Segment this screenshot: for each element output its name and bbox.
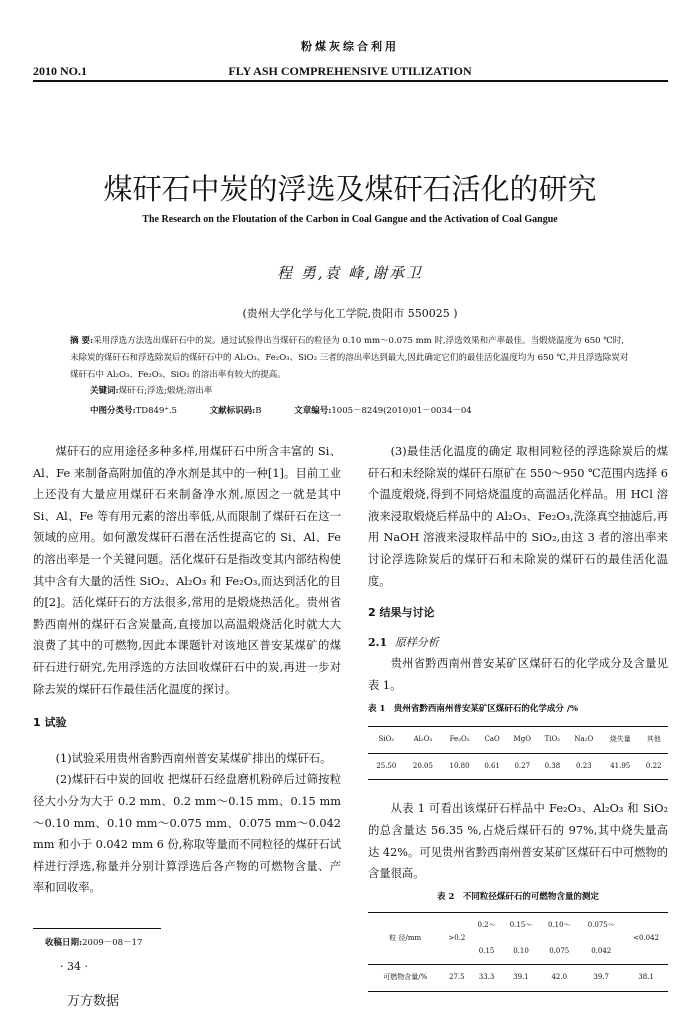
table-cell: 0.61 [478,753,506,780]
table-cell: 25.50 [368,753,405,780]
doc-code-label: 文献标识码: [209,406,256,416]
table-cell: 20.05 [405,753,442,780]
received-value: 2009－08－17 [82,938,143,948]
experiment-paragraph-1: (1)试验采用贵州省黔西南州普安某煤矿排出的煤矸石。 [55,751,332,765]
watermark-text: 万方数据 [67,994,120,1009]
table-header-cell: CaO [478,727,506,754]
table-header-cell: TiO₂ [538,727,566,754]
issue-number: 2010 NO.1 [33,64,87,78]
classification-line [90,404,650,416]
table-cell: 39.7 [578,965,624,992]
keywords-label: 关键词: [90,386,119,396]
table-header-cell: >0.2 [442,913,471,965]
header-rule [33,80,668,82]
table-cell: 0.38 [538,753,566,780]
table1 [368,726,668,780]
clc-value: TD849⁺.5 [135,406,177,416]
table-header-cell: Fe₂O₃ [441,727,478,754]
table-header-cell: MgO [506,727,538,754]
page-number: · 34 · [60,960,88,973]
section-heading-experiment: 1 试验 [33,716,67,730]
table-cell: 38.1 [624,965,668,992]
clc-label: 中图分类号: [90,406,136,416]
table-header-cell: Al₂O₃ [405,727,442,754]
abstract-label: 摘 要: [70,336,94,346]
left-column [33,441,341,899]
experiment-paragraph-2: (2)煤矸石中炭的回收 把煤矸石经盘磨机粉碎后过筛按粒径大小分为大于 0.2 mm、0.2 mm～0.15 mm、0.15 mm～0.10 mm、0.10 mm～0.075 mm、0.075 mm～0.042 mm 和小于 0.042 mm 6 份,称取等量而不同粒径的煤矸石试样进行浮选,称量并分别计算浮选后各产物的可燃物含量、产率和回收率。 [33,773,341,895]
table-cell: 41.95 [601,753,639,780]
table-header-cell: 0.042 [578,939,624,965]
table-header-cell: 0.10 [502,939,540,965]
table1-value-row [368,753,668,780]
table-cell: 0.27 [506,753,538,780]
table-header-cell: 0.10～ [540,913,578,939]
doc-code-value: B [255,406,262,416]
table2-value-row [368,965,668,992]
analysis-paragraph: 从表 1 可看出该煤矸石样品中 Fe₂O₃、Al₂O₃ 和 SiO₂ 的总含量达 56.35 %,占烧后煤矸石的 97%,其中烧失量高达 42%。可见贵州省黔西南州普安某矿区煤矸石中可燃物的含量很高。 [368,802,668,881]
table-cell: 42.0 [540,965,578,992]
table2-header-row-top [368,913,668,939]
table-header-cell: Na₂O [567,727,601,754]
table-cell: 0.22 [639,753,668,780]
article-number-value: 1005－8249(2010)01－0034－04 [331,406,472,416]
article-number-label: 文章编号: [294,406,332,416]
table2-caption: 表 2 不同粒径煤矸石的可燃物含量的测定 [437,891,599,902]
journal-name-cn: 粉煤灰综合利用 [301,40,399,53]
received-label: 收稿日期: [45,938,83,948]
subsection-title: 原样分析 [394,635,439,649]
table1-caption: 表 1 贵州省黔西南州普安某矿区煤矸石的化学成分 /% [368,703,579,714]
authors: 程 勇,袁 峰,谢承卫 [276,264,424,282]
subsection-heading [368,632,668,654]
table1-header-row [368,727,668,754]
table-header-cell: <0.042 [624,913,668,965]
intro-paragraph: 煤矸石的应用途径多种多样,用煤矸石中所含丰富的 Si、Al、Fe 来制备高附加值的净水剂是其中的一种[1]。目前工业上还没有大量应用煤矸石来制备净水剂,原因之一就是其中 Si、Al、Fe 等有用元素的溶出率低,从而限制了煤矸石在这一领域的应用。如何激发煤矸石潜在活性提高它的 Si、Al、Fe 的溶出率是一个关键问题。活化煤矸石是指改变其内部结构使其中含有大量的活性 SiO₂、Al₂O₃ 和 Fe₂O₃,而达到活化的目的[2]。活化煤矸石的方法很多,常用的是煅烧热活化。贵州省黔西南州的煤矸石含炭量高,直接加以高温煅烧活化时就大大浪费了其中的可燃物,因此本课题针对该地区普安某煤矿的煤矸石进行研究,先用浮选的方法回收煤矸石中的炭,再进一步对除去炭的煤矸石作最佳活化温度的探讨。 [33,445,341,696]
table-cell: 27.5 [442,965,471,992]
right-column [368,441,668,992]
table-header-cell: 0.075～ [578,913,624,939]
table-header-cell: SiO₂ [368,727,405,754]
paper-title-cn: 煤矸石中炭的浮选及煤矸石活化的研究 [103,172,597,206]
table-header-cell: 烧失量 [601,727,639,754]
table-header-cell: 0.15～ [502,913,540,939]
footnote-rule [33,928,161,929]
table-cell: 10.80 [441,753,478,780]
table2-row-label: 可燃物含量/% [368,965,442,992]
section-heading-results: 2 结果与讨论 [368,606,435,620]
abstract [70,333,630,384]
keywords [90,384,212,396]
abstract-text: 采用浮选方法选出煤矸石中的炭。通过试验得出当煤矸石的粒径为 0.10 mm～0.075 mm 时,浮选效果和产率最佳。当煅烧温度为 650 ℃时,未除炭的煤矸石和浮选除炭后的煤矸石中的 Al₂O₃、Fe₂O₃、SiO₂ 三者的溶出率达到最大,因此确定它们的最佳活化温度均为 650 ℃,并且浮选除炭对煤矸石中 Al₂O₃、Fe₂O₃、SiO₂ 的溶出率有较大的提高。 [70,336,629,380]
table-cell: 33.3 [471,965,502,992]
table-cell: 39.1 [502,965,540,992]
affiliation: (贵州大学化学与化工学院,贵阳市 550025 ) [242,307,458,320]
received-date [45,936,142,948]
table-header-cell: 0.075 [540,939,578,965]
table-header-cell: 0.15 [471,939,502,965]
journal-name-en: FLY ASH COMPREHENSIVE UTILIZATION [228,64,472,78]
keywords-text: 煤矸石;浮选;煅烧;溶出率 [118,386,213,396]
table-header-cell: 0.2～ [471,913,502,939]
table-header-cell: 其他 [639,727,668,754]
sample-paragraph: 贵州省黔西南州普安某矿区煤矸石的化学成分及含量见表 1。 [368,657,668,692]
subsection-number: 2.1 [368,635,388,649]
table2-row-label: 粒 径/mm [368,913,442,965]
table2 [368,912,668,992]
activation-paragraph: (3)最佳活化温度的确定 取相同粒径的浮选除炭后的煤矸石和未经除炭的煤矸石原矿在 550～950 ℃范围内选择 6 个温度煅烧,得到不同焙烧温度的高温活化样品。用 HCl 溶液来浸取煅烧后样品中的 Al₂O₃、Fe₂O₃,洗涤真空抽滤后,再用 NaOH 溶液来浸取样品中的 SiO₂,由这 3 者的溶出率来讨论浮选除炭后的煤矸石和未除炭的煤矸石的最佳活化温度。 [368,445,668,588]
table-cell: 0.23 [567,753,601,780]
paper-title-en: The Research on the Floutation of the Carbon in Coal Gangue and the Activation of Coal Gangue [142,214,558,225]
